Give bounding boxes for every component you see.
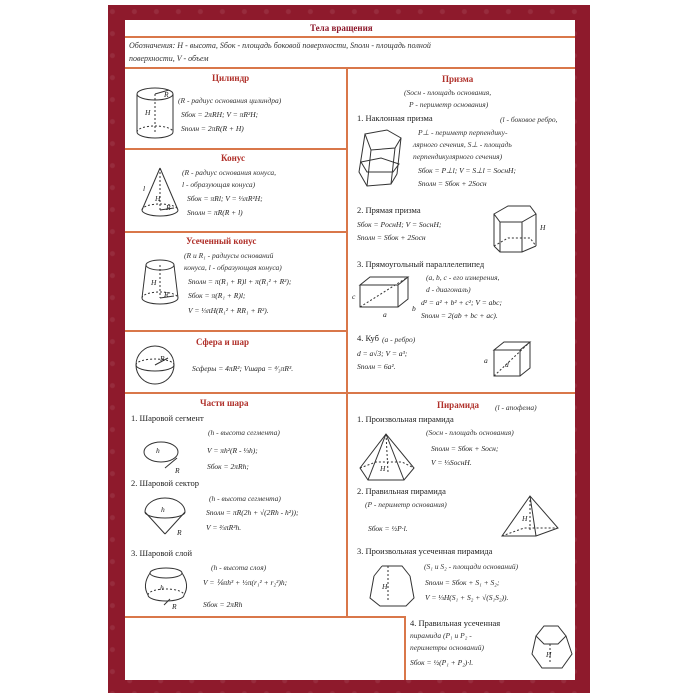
- ball-layer-label-R: R: [172, 602, 177, 611]
- cylinder-label-H: H: [145, 108, 151, 117]
- sphere-label-R: R: [160, 354, 165, 363]
- cone-figure: [140, 166, 184, 222]
- regular-truncated-pyramid-figure: [530, 624, 574, 674]
- bottom-left-divider: [125, 616, 405, 618]
- arbitrary-pyramid-formula-2: V = ⅓SоснH.: [431, 458, 472, 467]
- cylinder-divider: [125, 148, 346, 150]
- box-label-a: a: [383, 310, 387, 319]
- arbitrary-pyramid-formula-1: Sполн = Sбок + Sосн;: [431, 444, 499, 453]
- right-prism-title: 2. Прямая призма: [357, 205, 421, 215]
- regular-truncated-pyramid-note-2: периметры оснований): [410, 643, 484, 652]
- bottom-box-right-edge: [404, 616, 406, 680]
- ball-sector-title: 2. Шаровой сектор: [131, 478, 199, 488]
- ball-sector-formula-1: Sполн = πR(2h + √(2Rh - h²));: [206, 508, 299, 517]
- ball-layer-note: (h - высота слоя): [211, 563, 267, 572]
- box-label-b: b: [412, 304, 416, 313]
- arbitrary-pyramid-label-H: H: [380, 464, 386, 473]
- ball-segment-note: (h - высота сегмента): [208, 428, 280, 437]
- ball-sector-label-R: R: [177, 528, 182, 537]
- truncated-pyramid-figure: [368, 562, 418, 610]
- frustum-formula-3: V = ⅓πH(R₁² + RR₁ + R²).: [188, 306, 269, 315]
- ball-parts-title: Части шара: [200, 398, 249, 408]
- box-note-1: (a, b, c - его измерения,: [426, 273, 500, 282]
- regular-pyramid-title: 2. Правильная пирамида: [357, 486, 446, 496]
- frustum-label-H: H: [151, 278, 157, 287]
- frustum-divider: [125, 330, 346, 332]
- frustum-note-2: конуса, l - образующая конуса): [184, 263, 282, 272]
- prism-note-1: (Sосн - площадь основания,: [404, 88, 492, 97]
- box-title: 3. Прямоугольный параллелепипед: [357, 259, 485, 269]
- truncated-pyramid-formula-1: Sполн = Sбок + S₁ + S₂;: [425, 578, 500, 587]
- inclined-prism-figure: [357, 128, 407, 192]
- ball-segment-formula-2: Sбок = 2πRh;: [207, 462, 249, 471]
- truncated-pyramid-title: 3. Произвольная усеченная пирамида: [357, 546, 493, 556]
- box-label-c: c: [352, 292, 356, 301]
- box-figure: [358, 275, 412, 315]
- cone-formula-1: Sбок = πRl; V = ⅓πR²H;: [187, 194, 263, 203]
- cylinder-title: Цилиндр: [212, 73, 250, 83]
- regular-pyramid-note: (P - периметр основания): [365, 500, 447, 509]
- cylinder-formula-2: Sполн = 2πR(R + H): [181, 124, 244, 133]
- regular-truncated-pyramid-label-H: H: [546, 650, 552, 659]
- right-prism-formula-2: Sполн = Sбок + 2Sосн: [357, 233, 426, 242]
- cone-label-R: R: [166, 203, 171, 212]
- inclined-prism-formula-2: Sполн = Sбок + 2Sосн: [418, 179, 487, 188]
- regular-truncated-pyramid-note-1: пирамида (P₁ и P₂ -: [410, 631, 472, 640]
- ball-sector-label-h: h: [161, 505, 165, 514]
- inclined-prism-note-3: перпендикулярного сечения): [413, 152, 503, 161]
- ball-segment-title: 1. Шаровой сегмент: [131, 413, 204, 423]
- right-prism-figure: [490, 204, 540, 256]
- inclined-prism-note-2: лярного сечения, S⊥ - площадь: [413, 140, 512, 149]
- ball-layer-figure: [144, 565, 190, 609]
- cone-title: Конус: [221, 153, 245, 163]
- ball-sector-note: (h - высота сегмента): [209, 494, 281, 503]
- truncated-pyramid-label-H: H: [382, 582, 388, 591]
- frustum-formula-1: Sполн = π(R₁ + R)l + π(R₁² + R²);: [188, 277, 292, 286]
- right-prism-label-H: H: [540, 223, 546, 232]
- cone-label-H: H: [155, 194, 161, 203]
- cylinder-label-R: R: [164, 90, 169, 99]
- box-formula-1: d² = a² + b² + c²; V = abc;: [421, 298, 502, 307]
- prism-title: Призма: [442, 74, 474, 84]
- cube-label-d: d: [505, 360, 509, 369]
- regular-truncated-pyramid-title: 4. Правильная усеченная: [410, 618, 501, 628]
- ball-sector-figure: [142, 496, 192, 540]
- ball-sector-formula-2: V = ⅔πR²h.: [206, 523, 242, 532]
- truncated-pyramid-formula-2: V = ⅓H(S₁ + S₂ + √(S₁S₂)).: [425, 593, 509, 602]
- sphere-formula: Sсферы = 4πR²; Vшара = ⁴⁄₃πR³.: [192, 364, 294, 373]
- arbitrary-pyramid-figure: [358, 432, 418, 484]
- inclined-prism-title: 1. Наклонная призма: [357, 113, 433, 123]
- inclined-prism-note-0: (l - боковое ребро,: [500, 115, 558, 124]
- poster-title: Тела вращения: [310, 23, 373, 33]
- ball-segment-label-h: h: [156, 446, 160, 455]
- cone-label-l: l: [143, 184, 146, 193]
- sphere-title: Сфера и шар: [196, 337, 250, 347]
- notation-line-1: Обозначения: H - высота, Sбок - площадь боковой поверхности, Sполн - площадь полной: [129, 41, 431, 50]
- sphere-figure: [134, 344, 178, 388]
- frustum-label-R: R: [164, 290, 169, 299]
- box-note-2: d - диагональ): [426, 285, 471, 294]
- cylinder-figure: [135, 86, 179, 142]
- cube-formula-1: d = a√3; V = a³;: [357, 349, 408, 358]
- pyramid-title: Пирамида: [437, 400, 480, 410]
- cylinder-note: (R - радиус основания цилиндра): [178, 96, 282, 105]
- ball-layer-title: 3. Шаровой слой: [131, 548, 193, 558]
- regular-pyramid-figure: [500, 494, 560, 546]
- right-prism-formula-1: Sбок = PоснH; V = SоснH;: [357, 220, 442, 229]
- frustum-title: Усеченный конус: [186, 236, 257, 246]
- prism-note-2: P - периметр основания): [409, 100, 489, 109]
- column-divider: [346, 67, 348, 617]
- regular-truncated-pyramid-formula: Sбок = ½(P₁ + P₂)·l.: [410, 658, 474, 667]
- ball-layer-formula-1: V = ⅙πh³ + ½π(r₁² + r₂²)h;: [203, 578, 288, 587]
- cone-note-1: (R - радиус основания конуса,: [182, 168, 277, 177]
- regular-pyramid-label-H: H: [522, 514, 528, 523]
- cube-title: 4. Куб: [357, 333, 379, 343]
- title-divider: [125, 36, 575, 38]
- header-divider: [125, 67, 575, 69]
- cube-label-a: a: [484, 356, 488, 365]
- inclined-prism-formula-1: Sбок = P⊥l; V = S⊥l = SоснH;: [418, 166, 516, 175]
- regular-pyramid-formula: Sбок = ½P·l.: [368, 524, 408, 533]
- arbitrary-pyramid-note: (Sосн - площадь основания): [426, 428, 514, 437]
- cylinder-formula-1: Sбок = 2πRH; V = πR²H;: [181, 110, 259, 119]
- inclined-prism-note-1: P⊥ - периметр перпендику-: [418, 128, 508, 137]
- middle-divider: [125, 392, 575, 394]
- notation-line-2: поверхности, V - объем: [129, 54, 209, 63]
- ball-segment-label-R: R: [175, 466, 180, 475]
- ball-layer-label-h: h: [160, 583, 164, 592]
- cube-figure: [492, 340, 536, 386]
- frustum-formula-2: Sбок = π(R₁ + R)l;: [188, 291, 246, 300]
- ball-segment-figure: [143, 438, 187, 478]
- cube-formula-2: Sполн = 6a².: [357, 362, 396, 371]
- cube-note: (a - ребро): [382, 335, 416, 344]
- truncated-pyramid-note: (S₁ и S₂ - площади оснований): [424, 562, 519, 571]
- frustum-note-1: (R и R₁ - радиусы оснований: [184, 251, 274, 260]
- box-formula-2: Sполн = 2(ab + bc + ac).: [421, 311, 498, 320]
- arbitrary-pyramid-title: 1. Произвольная пирамида: [357, 414, 454, 424]
- ball-segment-formula-1: V = πh²(R - ⅓h);: [207, 446, 258, 455]
- frustum-figure: [140, 258, 184, 310]
- pyramid-title-note: (l - апофема): [495, 403, 537, 412]
- ball-layer-formula-2: Sбок = 2πRh: [203, 600, 243, 609]
- cone-formula-2: Sполн = πR(R + l): [187, 208, 243, 217]
- cone-divider: [125, 231, 346, 233]
- cone-note-2: l - образующая конуса): [182, 180, 256, 189]
